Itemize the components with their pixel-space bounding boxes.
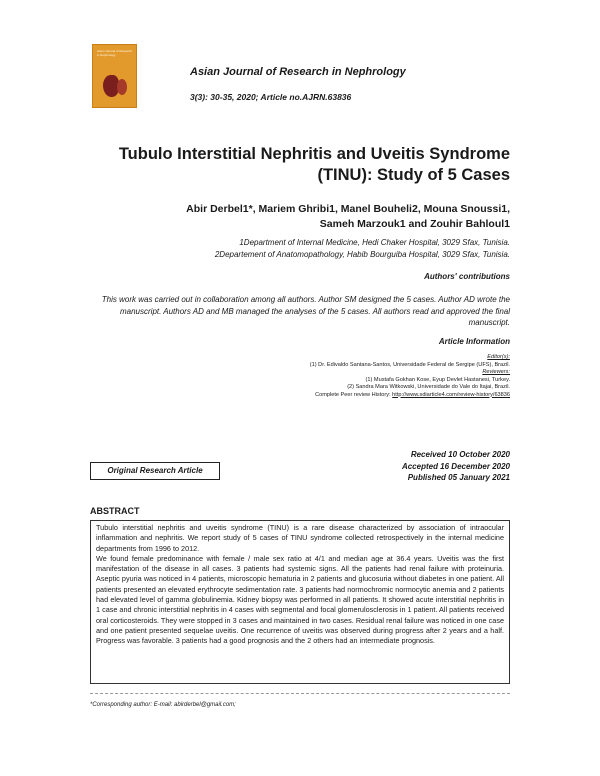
journal-citation: 3(3): 30-35, 2020; Article no.AJRN.63836 <box>190 92 352 102</box>
peer-review-line <box>220 392 510 400</box>
footnote-divider <box>90 693 510 694</box>
article-info-block <box>220 354 510 399</box>
reviewers-label: Reviewers: <box>482 369 510 375</box>
cover-title: Asian Journal of Research in Nephrology <box>97 49 133 57</box>
authors-line-1: Abir Derbel1*, Mariem Ghribi1, Manel Bouheli2, Mouna Snoussi1, <box>186 203 510 215</box>
abstract-paragraph-2: We found female predominance with female / male sex ratio at 4/1 and median age at 36.4 years. Uveitis was the first manifestation of the disease in all cases. 3 patients had systemic signs. All the patients had renal failure with proteinuria. Aseptic pyuria was noticed in 4 patients, microscopic hematuria in 2 patients and glucosuria without diabetes in one patient. All patients presented an elevated erythrocyte sedimentation rate. 3 patients had normochromic normocytic anemia and 2 patients had elevated level of gamma globulinemia. Kidney biopsy was performed in all patients. It showed acute interstitial nephritis in 1 case and chronic interstitial nephritis in 4 cases with segmental and focal glomerulosclerosis in 1 patient. All patients received oral corticosteroids. They were stopped in 3 cases and maintained in two cases. Residual renal failure was noticed in one case and one patient presented sequelae uveitis. One recurrence of uveitis was observed during progress after 2 years and a half. Progress was favorable. 3 patients had a good prognosis and the 2 others had an intermediate prognosis. <box>96 553 504 646</box>
corresponding-author-note: *Corresponding author: E-mail: abirderbel@gmail.com; <box>90 702 236 708</box>
affiliation-1: 1Department of Internal Medicine, Hedi Chaker Hospital, 3029 Sfax, Tunisia. <box>239 238 510 247</box>
reviewer-2: (2) Sandra Mara Witkowski, Universidade do Vale do Itajai, Brazil. <box>347 384 510 390</box>
affiliation-2: 2Departement of Anatomopathology, Habib Bourguiba Hospital, 3029 Sfax, Tunisia. <box>214 250 510 259</box>
published-date: Published 05 January 2021 <box>407 473 510 482</box>
peer-review-link[interactable]: http://www.sdiarticle4.com/review-history/63836 <box>392 391 510 398</box>
reviewer-1: (1) Mustafa Gokhan Kose, Eyup Devlet Hastanesi, Turkey. <box>365 376 510 383</box>
abstract-paragraph-1: Tubulo interstitial nephritis and uveitis syndrome (TINU) is a rare disease characterized by association of intraocular inflammation and nephritis. We report study of 5 cases of TINU syndrome collected retrospectively in the internal medicine departments from 1996 to 2012. <box>96 523 504 553</box>
editor-1: (1) Dr. Edivaldo Santana-Santos, Universidade Federal de Sergipe (UFS), Brazil. <box>309 361 510 368</box>
article-info-heading: Article Information <box>438 337 510 346</box>
kidney-illustration-icon-secondary <box>117 79 127 95</box>
accepted-date: Accepted 16 December 2020 <box>401 461 510 471</box>
peer-review-label: Complete Peer review History: <box>315 391 393 398</box>
authors-line-2: Sameh Marzouk1 and Zouhir Bahloul1 <box>319 218 510 230</box>
journal-cover-image <box>92 44 137 108</box>
abstract-box <box>90 520 510 684</box>
contributions-heading: Authors' contributions <box>424 272 510 281</box>
article-dates <box>300 449 510 484</box>
journal-name: Asian Journal of Research in Nephrology <box>190 66 406 78</box>
received-date: Received 10 October 2020 <box>410 450 510 459</box>
abstract-heading: ABSTRACT <box>90 506 140 516</box>
author-list <box>150 202 510 232</box>
article-title: Tubulo Interstitial Nephritis and Uveitis Syndrome (TINU): Study of 5 Cases <box>118 145 510 184</box>
article-type-badge: Original Research Article <box>90 462 220 480</box>
contributions-text: This work was carried out in collaboration among all authors. Author SM designed the 5 cases. Author AD wrote the manuscript. Authors AD and MB managed the analyses of the 5 cases. All authors read and approved the final manuscript. <box>101 295 510 327</box>
editor-label: Editor(s): <box>487 354 510 360</box>
